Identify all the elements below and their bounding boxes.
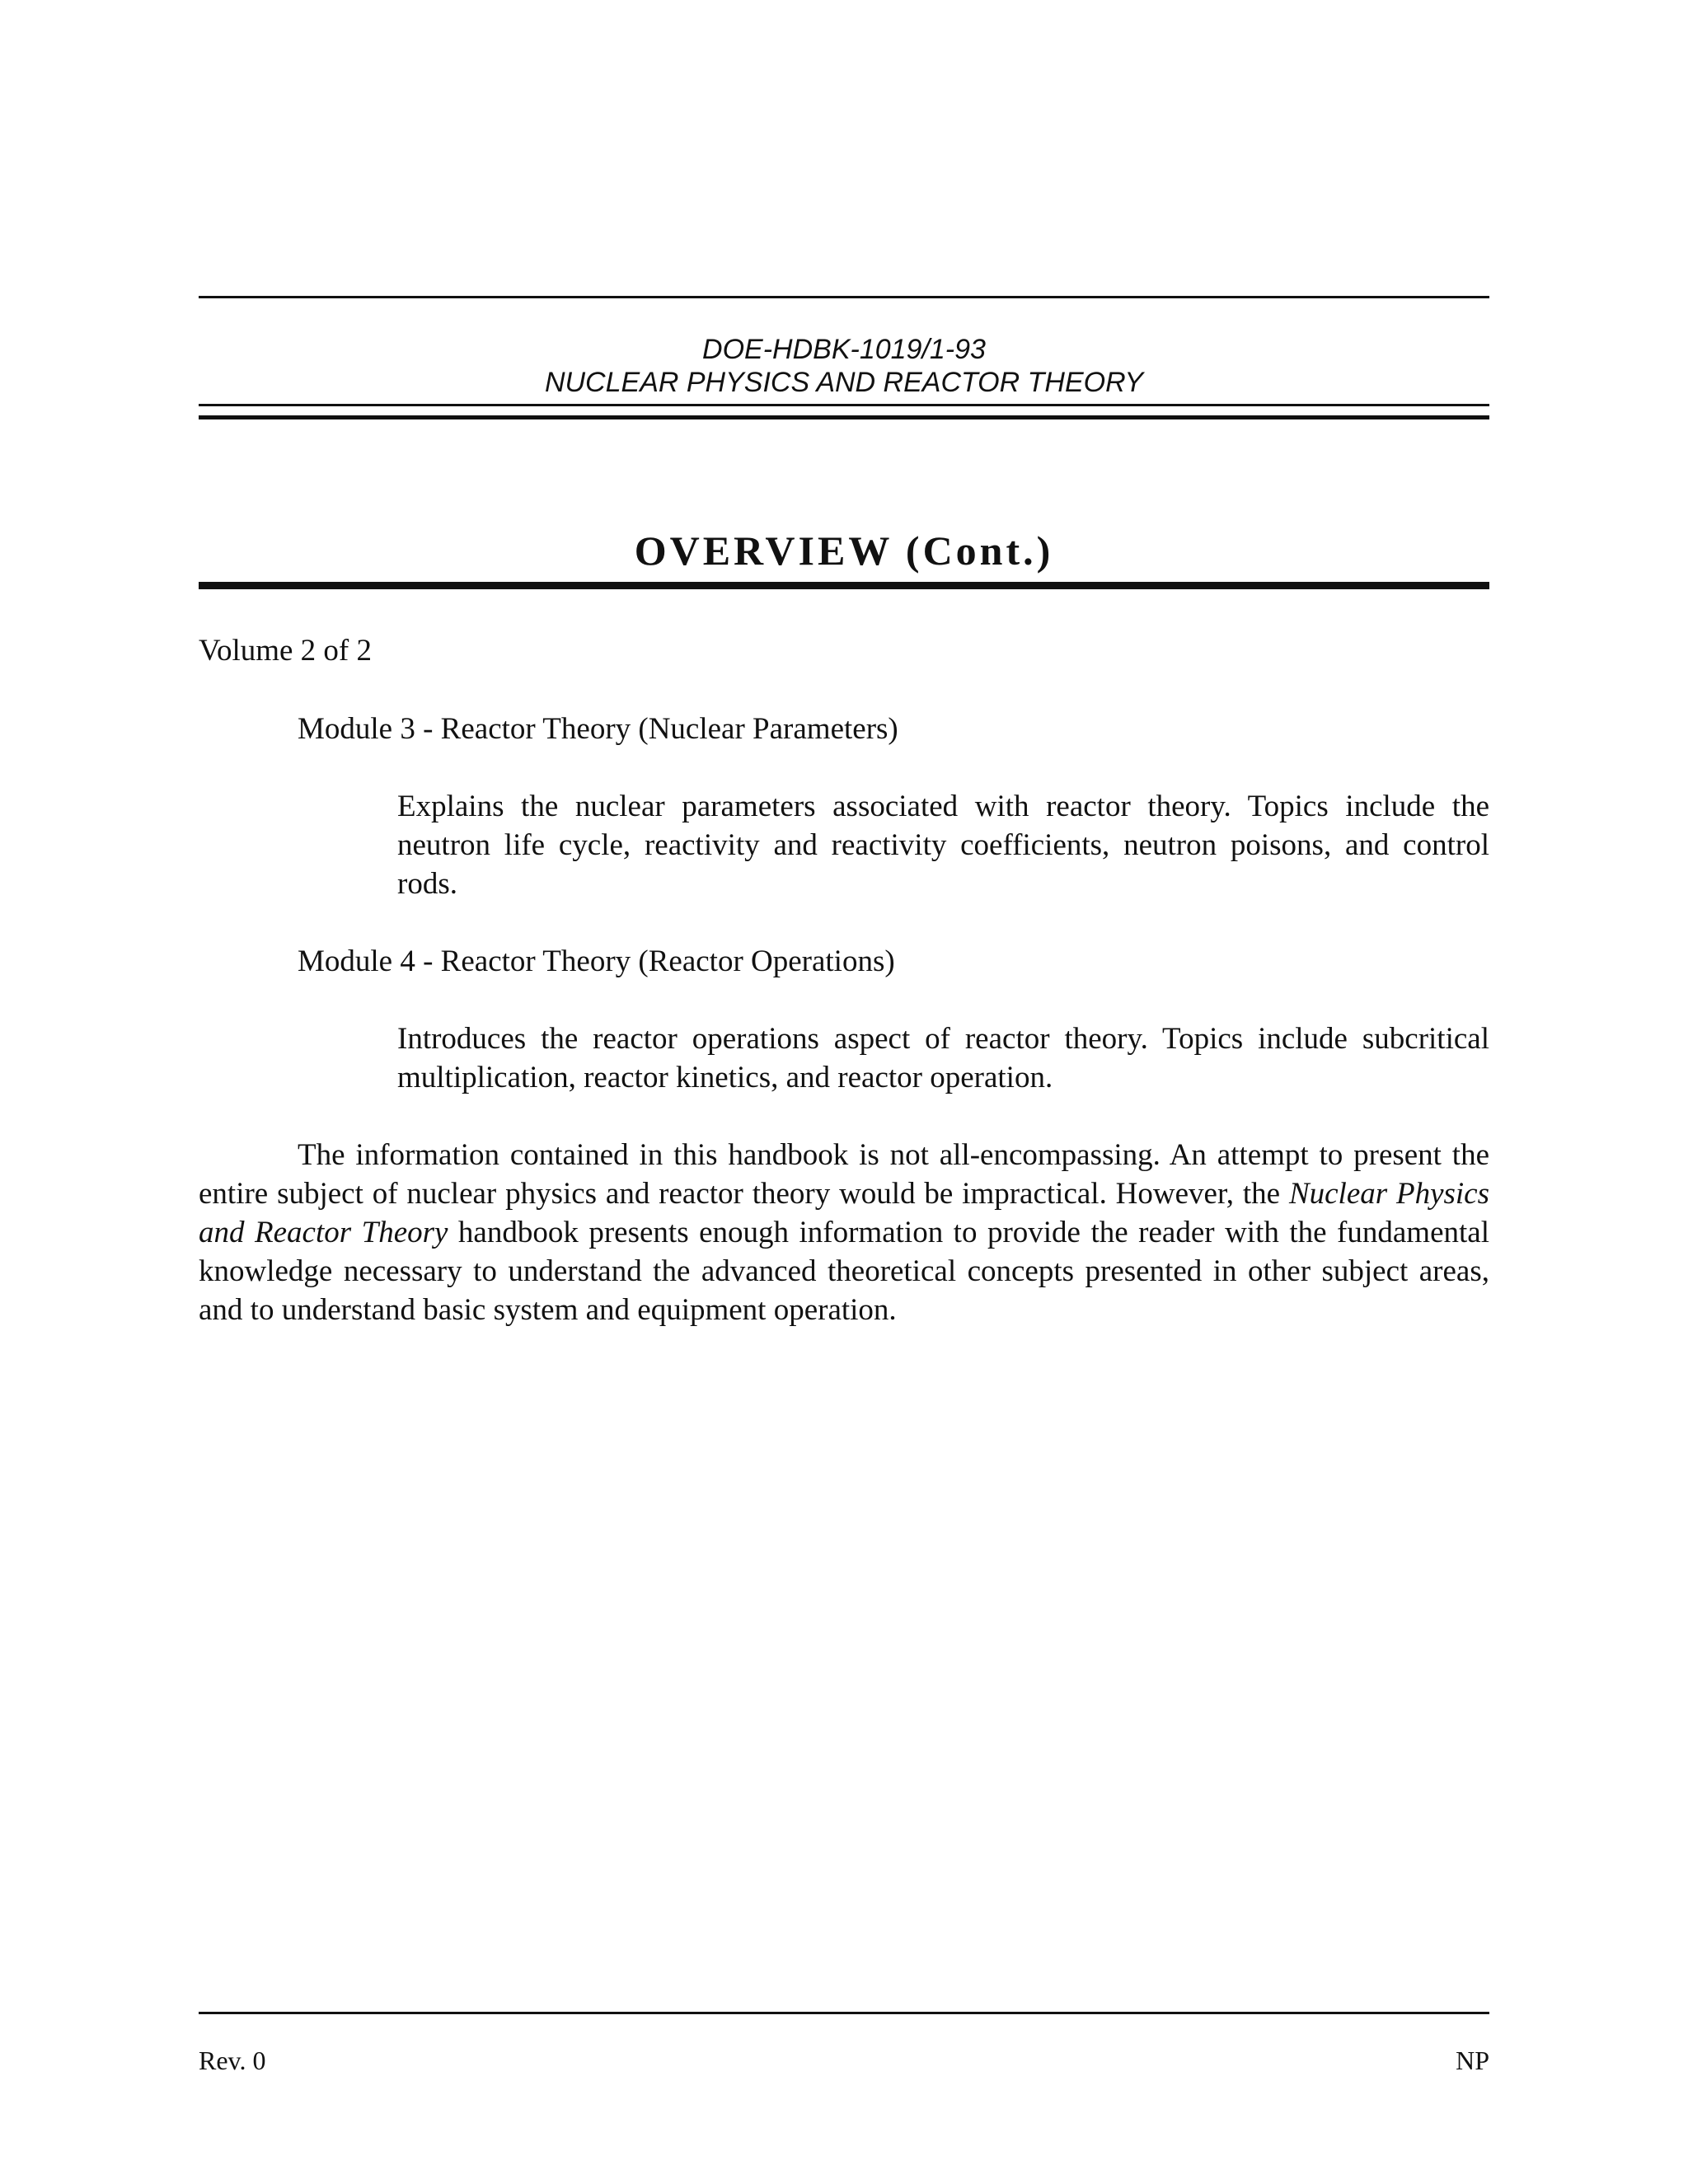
header-document-id: DOE-HDBK-1019/1-93 [702, 334, 986, 365]
page-title: OVERVIEW (Cont.) [634, 527, 1054, 574]
header-subtitle: NUCLEAR PHYSICS AND REACTOR THEORY [544, 367, 1144, 398]
module-4-description: Introduces the reactor operations aspect of reactor theory. Topics include subcritical multiplication, reactor kinetics, and reactor operation. [397, 1022, 1489, 1094]
handbook-title-italic: Nuclear Physics and Reactor Theory [199, 1177, 1490, 1249]
module-3-description: Explains the nuclear parameters associated with reactor theory. Topics include the neutron life cycle, reactivity and reactivity coefficients, neutron poisons, and control rods. [397, 790, 1489, 901]
footer-revision: Rev. 0 [199, 2046, 266, 2075]
module-4-heading: Module 4 - Reactor Theory (Reactor Operations) [298, 944, 895, 978]
volume-label: Volume 2 of 2 [199, 634, 373, 668]
header-top-rule [199, 296, 1489, 298]
closing-paragraph-text-end: handbook presents enough information to provide the reader with the fundamental knowledge necessary to understand the advanced theoretical concepts presented in other subject areas, and to understand basic system and equipment operation. [199, 1216, 1489, 1327]
title-underline-rule [199, 582, 1489, 589]
footer-handbook-code: NP [1456, 2046, 1489, 2075]
closing-paragraph [199, 1136, 1489, 1329]
footer-rule [199, 2012, 1489, 2014]
closing-paragraph-text-start: The information contained in this handbook is not all-encompassing. An attempt to present the entire subject of nuclear physics and reactor theory would be impractical. However, the [199, 1138, 1489, 1211]
header-bottom-rule-thick [199, 415, 1489, 419]
module-3-heading: Module 3 - Reactor Theory (Nuclear Parameters) [298, 712, 898, 746]
header-bottom-rule-thin [199, 404, 1489, 406]
